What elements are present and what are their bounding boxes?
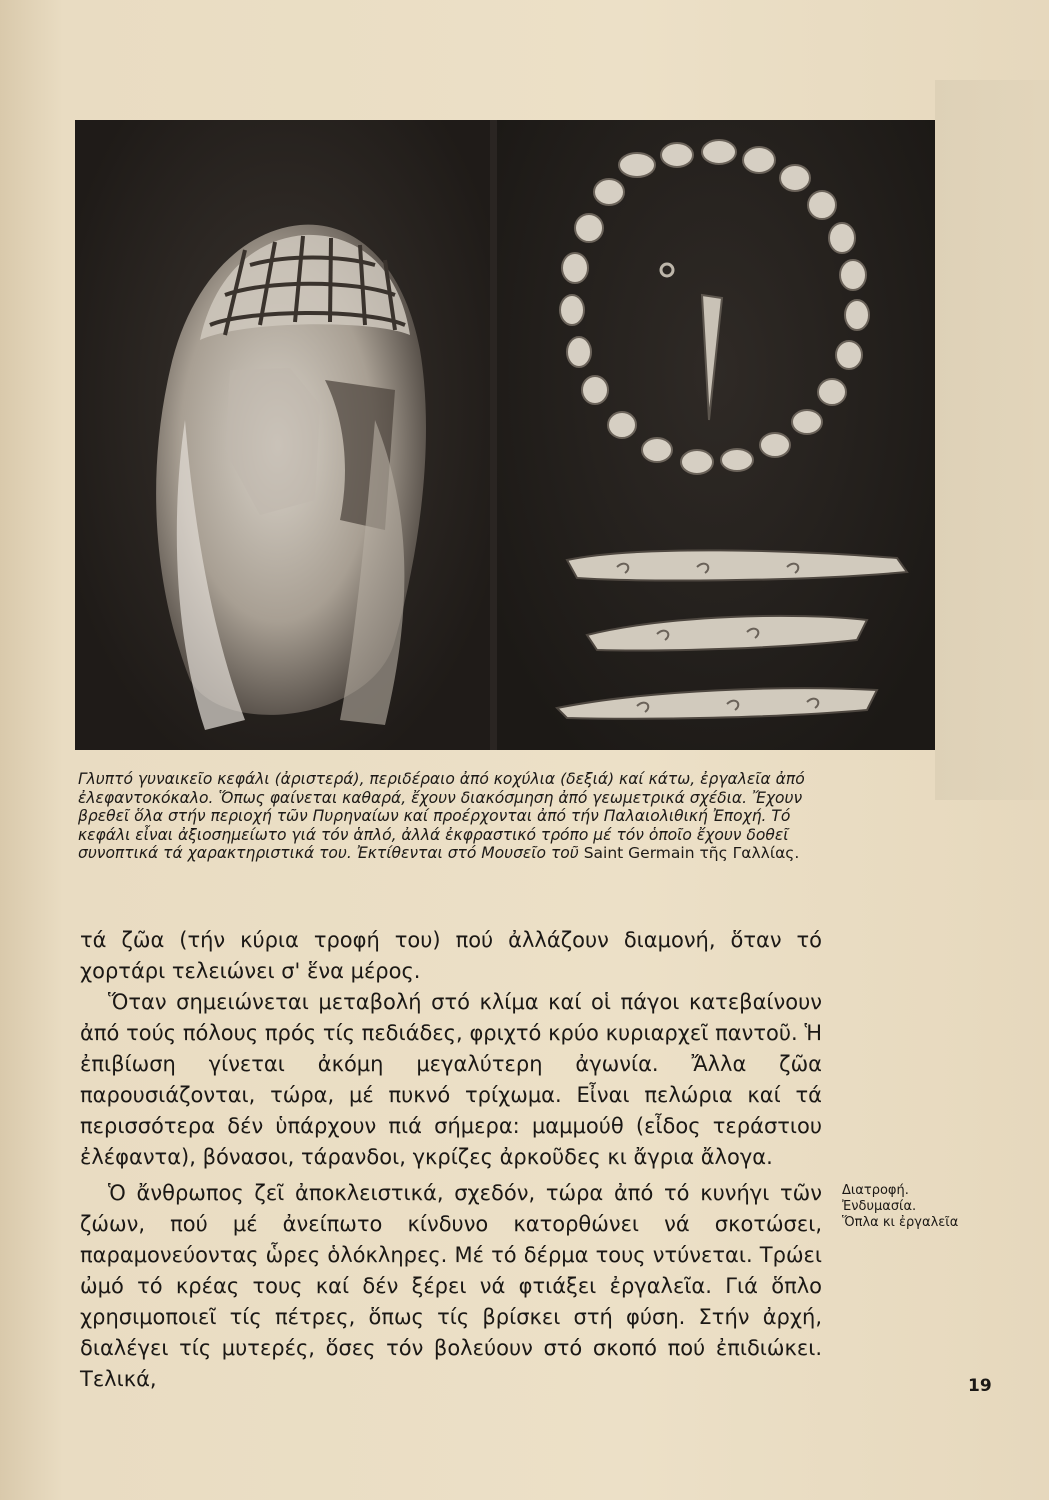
- margin-note: Ὅπλα κι ἐργαλεῖα: [842, 1215, 959, 1230]
- page-number: 19: [968, 1376, 992, 1396]
- adjacent-page-edge: [935, 80, 1049, 800]
- margin-note: Διατροφή.: [842, 1183, 909, 1198]
- margin-note: Ἐνδυμασία.: [842, 1199, 917, 1214]
- body-paragraph-1: τά ζῶα (τήν κύρια τροφή του) πού ἀλλάζουν διαμονή, ὅταν τό χορτάρι τελειώνει σ' ἕνα μέρος.: [80, 928, 822, 983]
- photo-shell-necklace-and-tools: [497, 120, 935, 750]
- photo-ivory-female-head: [75, 120, 490, 750]
- caption-italic-text: Γλυπτό γυναικεῖο κεφάλι (ἀριστερά), περιδέραιο ἀπό κοχύλια (δεξιά) καί κάτω, ἐργαλεῖα ἀπό ἐλεφαντοκόκαλο. Ὅπως φαίνεται καθαρά, ἔχουν διακόσμηση ἀπό γεωμετρικά σχέδια. Ἔχουν βρεθεῖ ὅλα στήν περιοχή τῶν Πυρηναίων καί προέρχονται ἀπό τήν Παλαιολιθική Ἐποχή. Τό κεφάλι εἶναι ἀξιοσημείωτο γιά τόν ἁπλό, ἀλλά ἐκφραστικό τρόπο μέ τόν ὁποῖο ἔχουν δοθεῖ συνοπτικά τά χαρακτηριστικά του. Ἐκτίθενται στό Μουσεῖο τοῦ: [78, 770, 805, 862]
- photo-caption: [78, 770, 838, 863]
- necklace-tools-illustration: [497, 120, 935, 750]
- body-paragraph-2: Ὅταν σημειώνεται μεταβολή στό κλίμα καί οἱ πάγοι κατεβαίνουν ἀπό τούς πόλους πρός τίς πεδιάδες, φριχτό κρύο κυριαρχεῖ παντοῦ. Ἡ ἐπιβίωση γίνεται ἀκόμη μεγαλύτερη ἀγωνία. Ἄλλα ζῶα παρουσιάζονται, τώρα, μέ πυκνό τρίχωμα. Εἶναι πελώρια καί τά περισσότερα δέν ὑπάρχουν πιά σήμερα: μαμμούθ (εἶδος τεράστιου ἐλέφαντα), βόνασοι, τάρανδοι, γκρίζες ἀρκοῦδες κι ἄγρια ἄλογα.: [80, 990, 822, 1169]
- caption-upright-text: Saint Germain τῆς Γαλλίας.: [583, 844, 800, 862]
- margin-notes: [842, 1183, 992, 1231]
- photo-plate: [75, 120, 935, 750]
- ivory-head-illustration: [75, 120, 490, 750]
- body-paragraph-3: Ὁ ἄνθρωπος ζεῖ ἀποκλειστικά, σχεδόν, τώρα ἀπό τό κυνήγι τῶν ζώων, πού μέ ἀνείπωτο κίνδυνο κατορθώνει νά σκοτώσει, παραμονεύοντας ὧρες ὁλόκληρες. Μέ τό δέρμα τους ντύνεται. Τρώει ὠμό τό κρέας τους καί δέν ξέρει νά φτιάξει ἐργαλεῖα. Γιά ὅπλο χρησιμοποιεῖ τίς πέτρες, ὅπως τίς βρίσκει στή φύση. Στήν ἀρχή, διαλέγει τίς μυτερές, ὅσες τόν βολεύουν στό σκοπό πού ἐπιδιώκει. Τελικά,: [80, 1181, 822, 1391]
